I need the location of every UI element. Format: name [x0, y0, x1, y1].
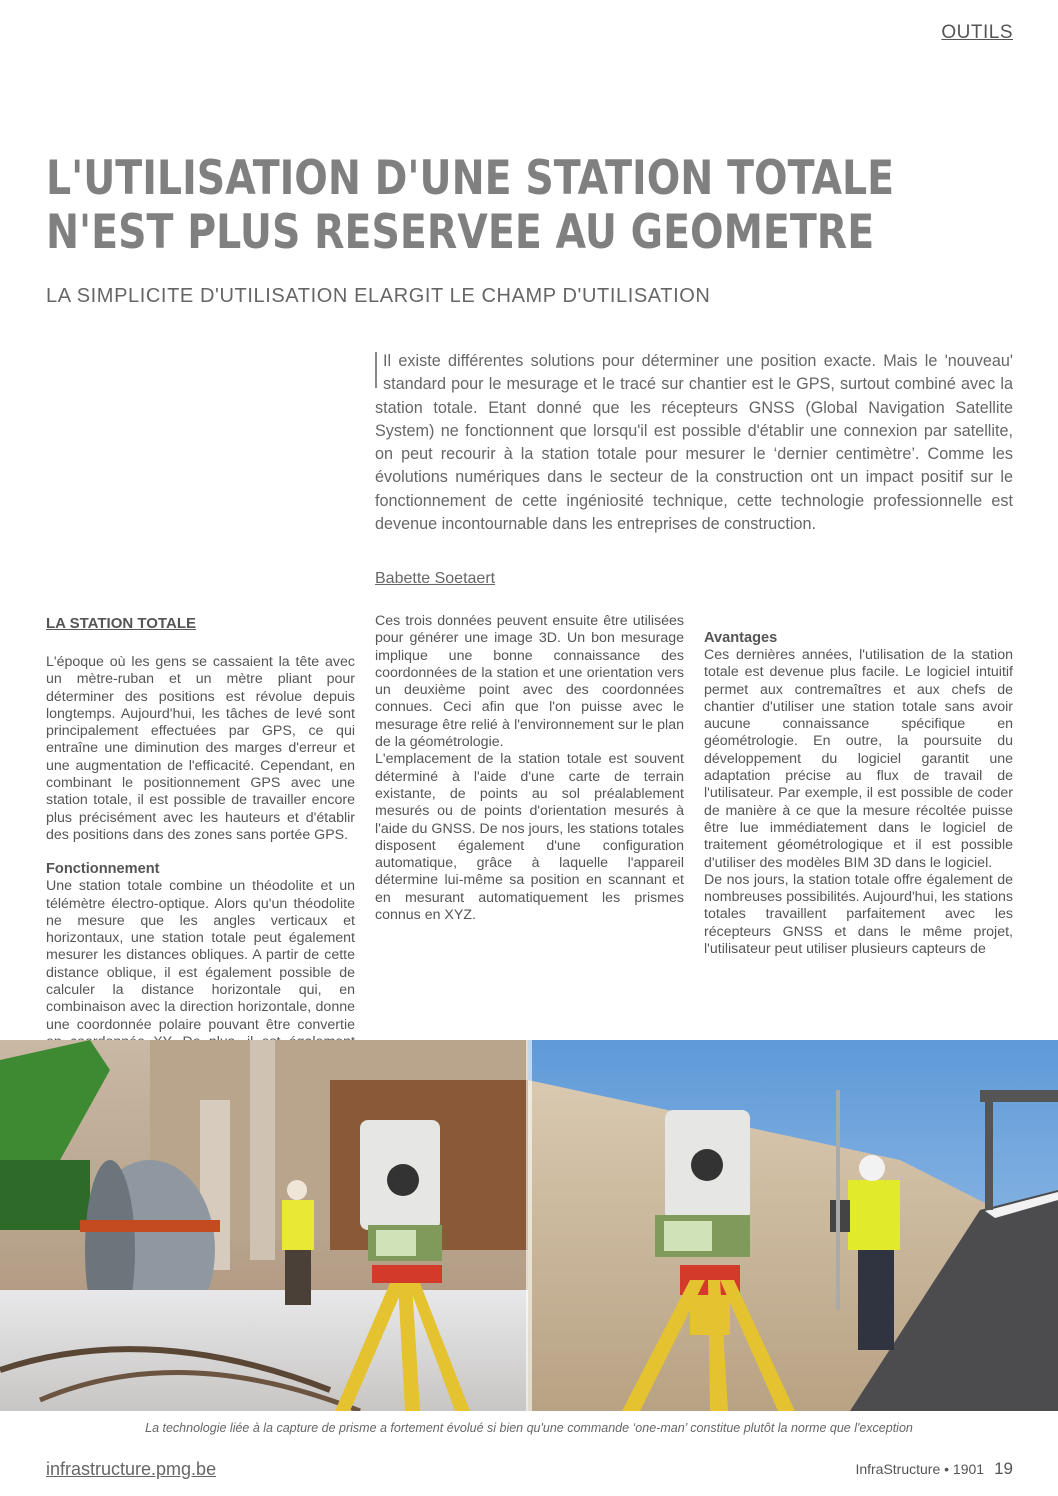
column-1 — [46, 613, 355, 1086]
paragraph-image-3d: Ces trois données peuvent ensuite être utilisées pour générer une image 3D. Un bon mesurage implique une bonne connaissance des coordonnées de la station et une orientation vers un deuxième point avec des coordonnées connues. Ceci afin que l'on puisse avec le mesurage être relié à l'environnement sur le plan de la géométrologie. — [375, 613, 684, 751]
worker-right — [848, 1180, 900, 1250]
paragraph-fonctionnement: Une station totale combine un théodolite et un télémètre électro-optique. Alors qu'un théodolite ne mesure que les angles verticaux et horizontaux, une station totale peut également mesurer les distances obliques. A partir de cette distance oblique, il est également possible de calculer la distance horizontale qui, en combinaison avec la direction horizontale, donne une coordonnée polaire pouvant être convertie — [46, 878, 355, 1033]
paragraph-avantages: Ces dernières années, l'utilisation de la station totale est devenue plus facile. Le logiciel intuitif permet aux contremaîtres et aux chefs de chantier d'utiliser une station totale sans avoir aucune connaissance spécifique en géométrologie. En outre, la poursuite du développement du logiciel garantit une adaptation précise au flux de travail de l'utilisateur. Par exemple, il est possible de coder de manière à ce que la mesure récoltée puisse être lue immédiatement dans le logiciel de traitement géométrologique et il est possible d'utiliser des modèles BIM 3D dans le logiciel. — [704, 647, 1013, 871]
title-line-1: L'UTILISATION D'UNE STATION TOTALE — [46, 151, 895, 206]
article-subtitle: LA SIMPLICITE D'UTILISATION ELARGIT LE CHAMP D'UTILISATION — [46, 285, 711, 307]
column-2 — [375, 613, 684, 924]
footer-website-link[interactable]: infrastructure.pmg.be — [46, 1459, 217, 1479]
heading-station-totale: LA STATION TOTALE — [46, 615, 196, 632]
footer-info — [855, 1459, 1013, 1479]
paragraph-possibilites: De nos jours, la station totale offre également de nombreuses possibilités. Aujourd'hui, les stations totales travaillent parfaitement avec les récepteurs GNSS et dans le même projet, l'utilisateur peut utiliser plusieurs capteurs de — [704, 871, 1013, 958]
section-tag: OUTILS — [941, 22, 1013, 43]
article-title — [46, 151, 895, 260]
heading-avantages: Avantages — [704, 630, 778, 646]
author-name: Babette Soetaert — [375, 570, 496, 587]
title-line-2: N'EST PLUS RESERVEE AU GEOMETRE — [46, 205, 875, 260]
page-number: 19 — [994, 1459, 1013, 1478]
lead-paragraph — [375, 350, 1013, 536]
column-3 — [704, 613, 1013, 958]
paragraph-intro: L'époque où les gens se cassaient la tête avec un mètre-ruban et un mètre pliant pour déterminer des positions est révolue depuis longtemps. Aujourd'hui, les tâches de levé sont principalement effectuées par GPS, ce qui entraîne une diminution des marges d'erreur et une augmentation de l'efficacité. Cependant, en combinant le positionnement GPS avec une station totale, il est possible de travailler encore plus précisément avec les hauteurs et d'établir des positions dans des zones sans portée GPS. — [46, 654, 355, 843]
lead-text: Il existe différentes solutions pour déterminer une position exacte. Mais le 'nouveau' standard pour le mesurage et le tracé sur chantier est le GPS, surtout combiné avec la station totale. Etant donné que les récepteurs GNSS (Global Navigation Satellite System) ne fonctionnent que lorsqu'il est possible d'établir une connexion par satellite, on peut recourir à la station totale pour mesurer le ‘dernier centimètre’. Comme les évolutions numériques dans le secteur de la construction ont un impact positif sur le fonctionnement de cette ingéniosité technique, cette technologie professionnelle est devenue incontournable dans les entreprises de construction. — [375, 352, 1013, 534]
magazine-issue: InfraStructure • 1901 — [855, 1461, 985, 1477]
worker-left — [282, 1200, 314, 1250]
construction-photo — [0, 1040, 1058, 1411]
photo-caption: La technologie liée à la capture de prisme a fortement évolué si bien qu'une commande ‘one-man’ constitue plutôt la norme que l'exception — [145, 1421, 913, 1435]
paragraph-emplacement: L'emplacement de la station totale est souvent déterminé à l'aide d'une carte de terrain existante, de points au sol préalablement mesurés ou de points d'orientation mesurés à l'aide du GNSS. De nos jours, les stations totales disposent également d'une configuration automatique, grâce à laquelle l'appareil détermine lui-même sa position en scannant et en mesurant automatiquement les prismes connus en XYZ. — [375, 751, 684, 924]
dropcap-bar — [375, 352, 377, 388]
heading-fonctionnement: Fonctionnement — [46, 861, 160, 878]
